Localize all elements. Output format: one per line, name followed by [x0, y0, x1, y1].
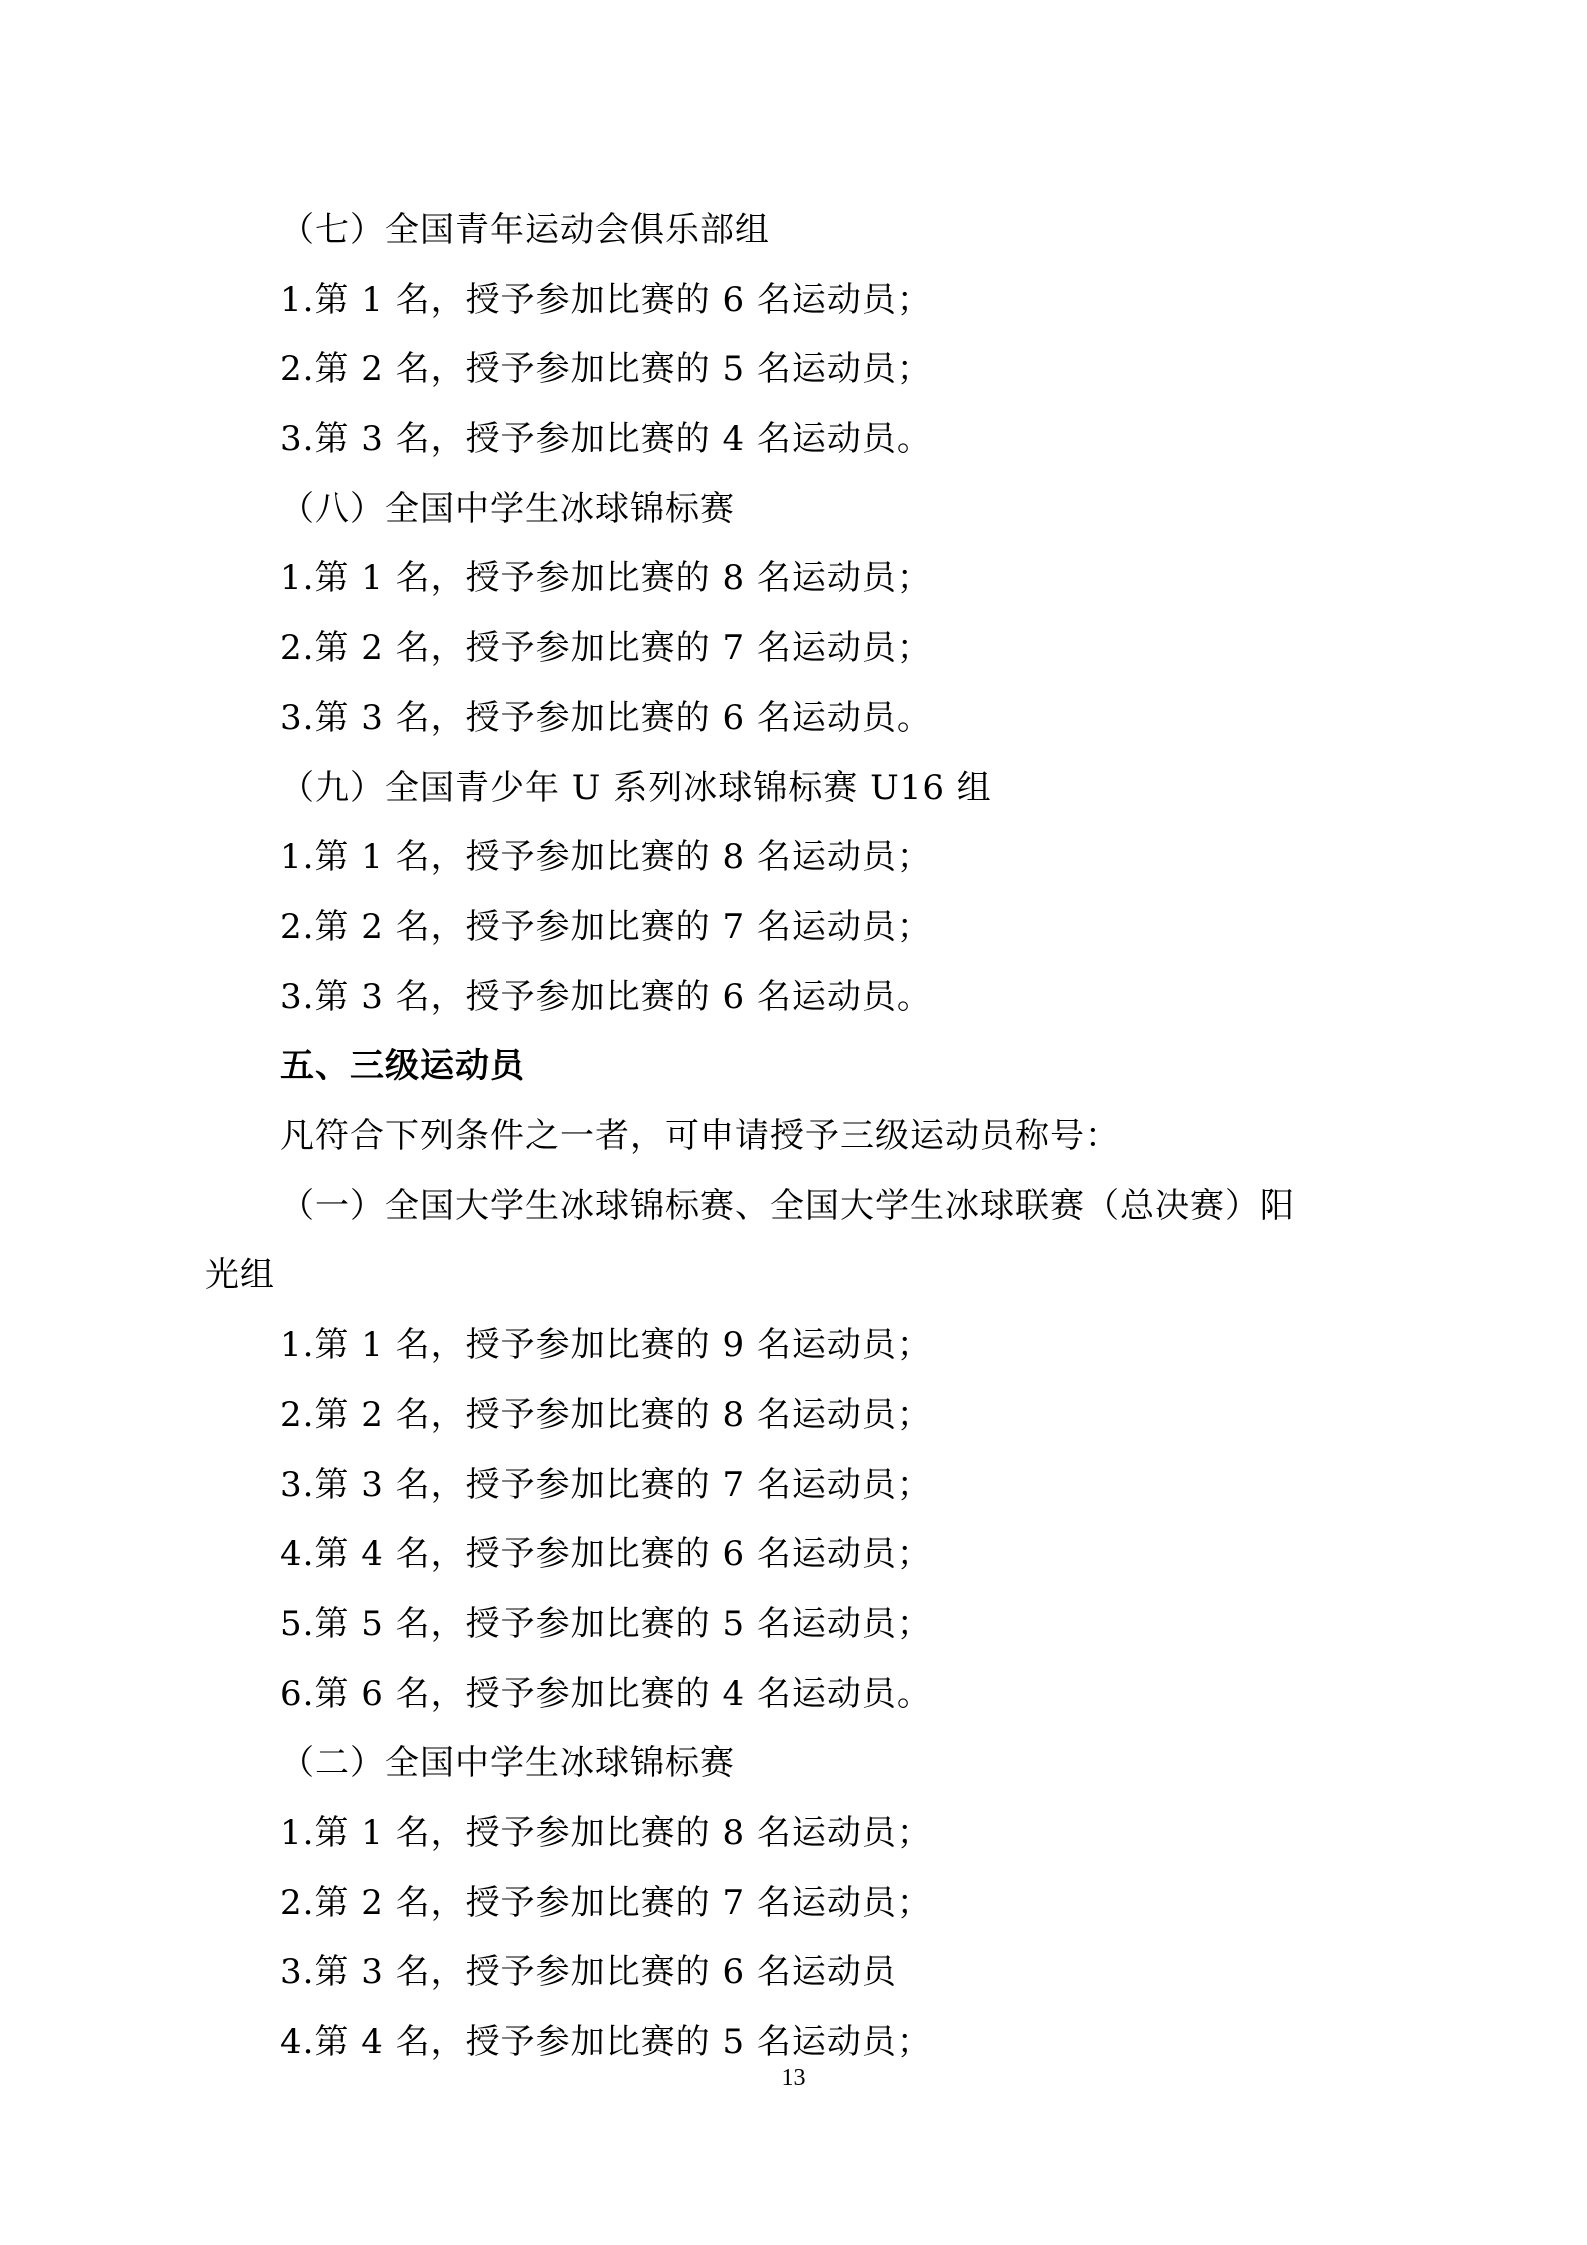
section-heading-7: （七）全国青年运动会俱乐部组: [280, 210, 770, 250]
page-number: 13: [781, 2065, 806, 2091]
list-item: 4.第 4 名，授予参加比赛的 5 名运动员；: [280, 2022, 932, 2062]
list-item: 3.第 3 名，授予参加比赛的 6 名运动员。: [280, 698, 932, 738]
list-item: 3.第 3 名，授予参加比赛的 6 名运动员。: [280, 977, 932, 1017]
intro-paragraph: 凡符合下列条件之一者，可申请授予三级运动员称号：: [280, 1116, 1120, 1156]
list-item: 1.第 1 名，授予参加比赛的 9 名运动员；: [280, 1325, 932, 1365]
chapter-heading-level3-athlete: 五、三级运动员: [280, 1046, 525, 1086]
list-item: 3.第 3 名，授予参加比赛的 4 名运动员。: [280, 419, 932, 459]
list-item: 2.第 2 名，授予参加比赛的 5 名运动员；: [280, 349, 932, 389]
list-item: 2.第 2 名，授予参加比赛的 7 名运动员；: [280, 907, 932, 947]
list-item: 1.第 1 名，授予参加比赛的 8 名运动员；: [280, 837, 932, 877]
list-item: 6.第 6 名，授予参加比赛的 4 名运动员。: [280, 1674, 932, 1714]
list-item: 3.第 3 名，授予参加比赛的 7 名运动员；: [280, 1465, 932, 1505]
list-item: 2.第 2 名，授予参加比赛的 7 名运动员；: [280, 1883, 932, 1923]
list-item: 1.第 1 名，授予参加比赛的 6 名运动员；: [280, 280, 932, 320]
list-item: 5.第 5 名，授予参加比赛的 5 名运动员；: [280, 1604, 932, 1644]
list-item: 1.第 1 名，授予参加比赛的 8 名运动员；: [280, 558, 932, 598]
section-heading-1: （一）全国大学生冰球锦标赛、全国大学生冰球联赛（总决赛）阳: [280, 1186, 1295, 1226]
list-item: 2.第 2 名，授予参加比赛的 7 名运动员；: [280, 628, 932, 668]
list-item: 2.第 2 名，授予参加比赛的 8 名运动员；: [280, 1395, 932, 1435]
list-item: 4.第 4 名，授予参加比赛的 6 名运动员；: [280, 1534, 932, 1574]
section-heading-2: （二）全国中学生冰球锦标赛: [280, 1743, 735, 1783]
section-heading-8: （八）全国中学生冰球锦标赛: [280, 489, 735, 529]
list-item: 1.第 1 名，授予参加比赛的 8 名运动员；: [280, 1813, 932, 1853]
section-heading-1-continued: 光组: [205, 1255, 275, 1295]
section-heading-9: （九）全国青少年 U 系列冰球锦标赛 U16 组: [280, 768, 992, 808]
list-item: 3.第 3 名，授予参加比赛的 6 名运动员: [280, 1952, 897, 1992]
